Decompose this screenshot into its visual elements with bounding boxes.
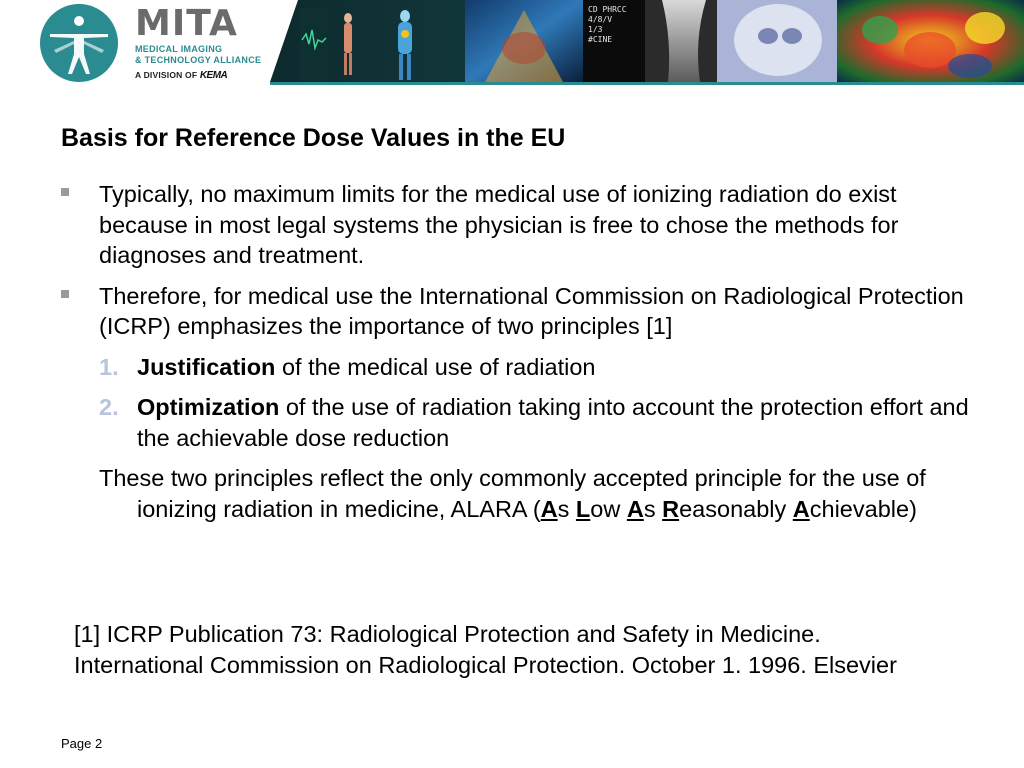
principle-number: 1. xyxy=(99,353,119,380)
square-bullet-icon xyxy=(61,290,69,298)
alara-rest: s xyxy=(557,495,576,522)
slide-title: Basis for Reference Dose Values in the EU xyxy=(61,124,566,152)
logo-division xyxy=(135,69,261,82)
slide-body xyxy=(61,179,981,524)
bullet-item xyxy=(61,281,981,342)
ecg-waveform-icon xyxy=(300,8,330,82)
logo-line-1: MEDICAL IMAGING xyxy=(135,44,223,54)
medical-imaging-banner xyxy=(270,0,1024,82)
alara-rest: ow xyxy=(590,495,627,522)
principle-term: Justification xyxy=(137,353,276,380)
svg-text:#CINE: #CINE xyxy=(588,35,613,44)
reference-note xyxy=(74,619,1004,680)
alara-close: ) xyxy=(909,495,917,522)
bullet-text: Therefore, for medical use the International Commission on Radiological Protection (ICRP) emphasizes the importance of two principles [1] xyxy=(99,282,964,339)
principle-item xyxy=(61,352,981,383)
reference-line: International Commission on Radiological Protection. October 1. 1996. Elsevier xyxy=(74,651,897,678)
principle-term: Optimization xyxy=(137,394,280,420)
svg-text:1/3: 1/3 xyxy=(588,25,603,34)
division-prefix: A DIVISION OF xyxy=(135,70,198,80)
logo-line-2: & TECHNOLOGY ALLIANCE xyxy=(135,55,262,65)
alara-intro: These two principles reflect the only commonly accepted principle for the use of ionizing radiation in medicine, ALARA ( xyxy=(99,465,926,522)
kema-logo: KEMA xyxy=(199,70,228,81)
bullet-item xyxy=(61,179,981,271)
header-divider xyxy=(270,82,1024,85)
square-bullet-icon xyxy=(61,188,69,196)
alara-initial: A xyxy=(792,495,810,522)
mita-logo-icon xyxy=(40,4,118,82)
slide-header xyxy=(0,0,1024,88)
alara-rest: s xyxy=(643,495,663,522)
mita-logo-text xyxy=(135,4,261,82)
principle-text: of the medical use of radiation xyxy=(275,353,596,380)
svg-text:CD PHRCC: CD PHRCC xyxy=(588,5,627,14)
reference-line: [1] ICRP Publication 73: Radiological Protection and Safety in Medicine. xyxy=(74,621,821,647)
alara-initial: L xyxy=(575,495,591,522)
page-number: Page 2 xyxy=(61,736,103,751)
principle-number: 2. xyxy=(99,394,119,420)
principle-item xyxy=(61,392,981,453)
alara-initial: A xyxy=(540,495,558,522)
alara-rest: easonably xyxy=(679,495,793,522)
alara-paragraph xyxy=(61,463,981,524)
svg-text:4/8/V: 4/8/V xyxy=(588,15,613,24)
alara-rest: chievable xyxy=(809,495,910,522)
alara-initial: R xyxy=(662,495,680,522)
logo-name: MITA xyxy=(135,3,238,44)
alara-initial: A xyxy=(626,495,644,522)
bullet-text: Typically, no maximum limits for the medical use of ionizing radiation do exist because in most legal systems the physician is free to chose the methods for diagnoses and treatment. xyxy=(99,181,899,268)
principle-text: of the use of radiation taking into account the protection effort and the achievable dose reduction xyxy=(137,394,969,451)
